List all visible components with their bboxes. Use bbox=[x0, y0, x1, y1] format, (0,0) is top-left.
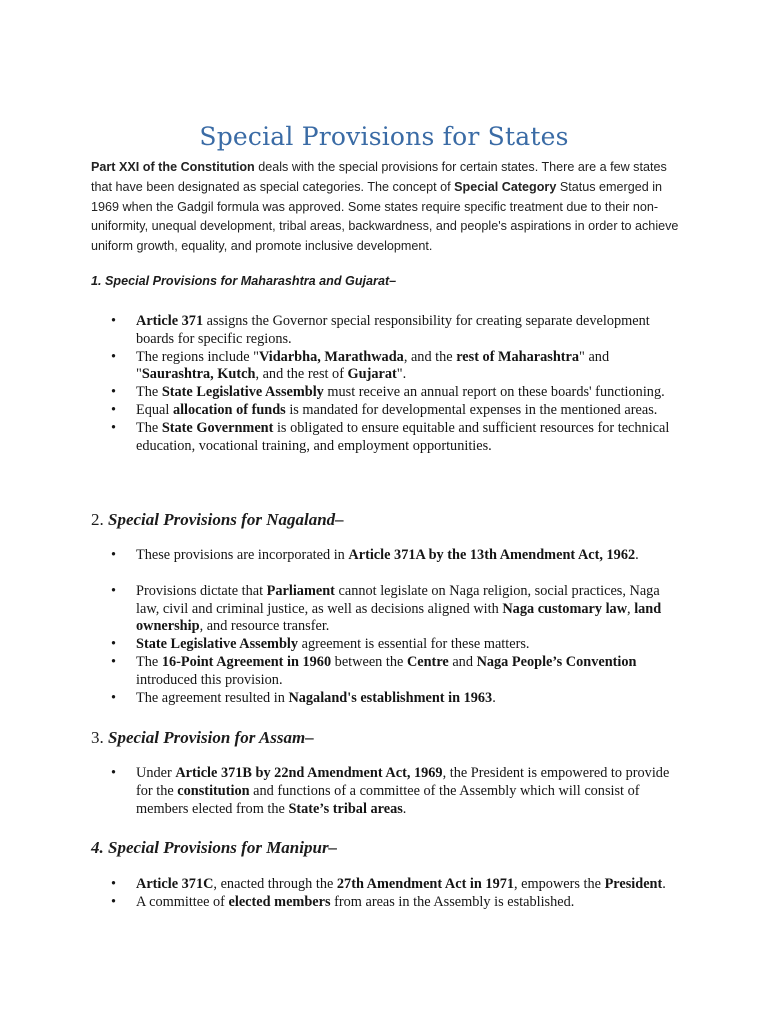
section-2-heading bbox=[91, 510, 344, 530]
section-number: 2. bbox=[91, 510, 104, 529]
bold-text: Centre bbox=[406, 653, 449, 670]
intro-part-xxi: Part XXI of the Constitution bbox=[91, 160, 255, 174]
text: from areas in the Assembly is established. bbox=[330, 893, 575, 910]
section-3-heading bbox=[91, 728, 314, 748]
text: The regions include " bbox=[136, 348, 259, 365]
bold-text: rest of Maharashtra bbox=[456, 348, 580, 365]
text: must receive an annual report on these boards' functioning. bbox=[323, 384, 665, 401]
list-item bbox=[0, 583, 680, 636]
text: " and " bbox=[136, 348, 610, 383]
bold-text: Article 371C bbox=[136, 876, 214, 892]
text: . bbox=[402, 800, 407, 817]
text: Provisions dictate that bbox=[136, 582, 267, 599]
list-item bbox=[0, 654, 680, 690]
text: . bbox=[662, 876, 666, 892]
text: The agreement resulted in bbox=[136, 689, 289, 706]
text: These provisions are incorporated in bbox=[136, 547, 349, 563]
text: , empowers the bbox=[514, 876, 605, 892]
intro-paragraph bbox=[91, 158, 681, 257]
section-1-list bbox=[0, 313, 680, 455]
section-4-heading: 4. Special Provisions for Manipur– bbox=[91, 838, 338, 857]
bold-text: constitution bbox=[177, 782, 250, 799]
text: cannot legislate on Naga religion, social practices, Naga law, civil and criminal justice, as well as decisions aligned with bbox=[136, 582, 660, 617]
bold-text: 27th Amendment Act in 1971 bbox=[336, 876, 515, 892]
list-item bbox=[0, 894, 680, 912]
bold-text: State Government bbox=[161, 419, 274, 436]
bold-text: Vidarbha, Marathwada bbox=[258, 348, 404, 365]
bold-text: State Legislative Assembly bbox=[161, 384, 324, 401]
text: Equal bbox=[136, 401, 173, 418]
intro-text-2: Status emerged in 1969 when the Gadgil formula was approved. Some states require specific treatment due to their non-uniformity, unequal development, tribal areas, backwardness, and people's aspirations in order to achieve uniform growth, equality, and promote inclusive development. bbox=[91, 179, 679, 254]
text: , bbox=[627, 600, 635, 617]
bold-text: Nagaland's establishment in 1963 bbox=[288, 689, 493, 706]
intro-special-category: Special Category bbox=[454, 179, 557, 194]
text: A committee of bbox=[136, 893, 229, 910]
text: The bbox=[136, 384, 162, 401]
section-4-list bbox=[0, 876, 680, 912]
text: The bbox=[136, 419, 162, 436]
intro-text-1: deals with the special provisions for certain states. There are a few states that have been designated as special categories. The concept of bbox=[91, 160, 667, 194]
text: Under bbox=[136, 765, 176, 781]
text: and functions of a committee of the Assembly which will consist of members elected from the bbox=[136, 782, 640, 817]
text: , and the bbox=[403, 348, 457, 365]
list-item bbox=[0, 547, 680, 565]
list-item bbox=[0, 876, 680, 894]
list-item bbox=[0, 313, 680, 349]
bold-text: Naga customary law bbox=[502, 600, 628, 617]
section-title: Special Provisions for Nagaland– bbox=[103, 510, 344, 529]
bold-text: Gujarat bbox=[347, 366, 397, 383]
page-title: Special Provisions for States bbox=[199, 122, 569, 151]
text: introduced this provision. bbox=[136, 671, 283, 688]
bold-text: land ownership bbox=[136, 600, 662, 635]
text: , the President is empowered to provide for the bbox=[136, 765, 670, 799]
bold-text: Article 371 bbox=[136, 313, 204, 329]
text: is obligated to ensure equitable and sufficient resources for technical education, vocational training, and employment opportunities. bbox=[136, 419, 670, 454]
text: assigns the Governor special responsibility for creating separate development boards for specific regions. bbox=[136, 313, 650, 347]
bold-text: 16-Point Agreement in 1960 bbox=[161, 653, 332, 670]
text: ". bbox=[396, 366, 407, 383]
text: . bbox=[635, 547, 639, 563]
section-title: Special Provision for Assam– bbox=[103, 728, 314, 747]
list-item bbox=[0, 402, 680, 420]
bold-text: Parliament bbox=[266, 582, 335, 599]
bold-text: allocation of funds bbox=[172, 401, 286, 418]
bold-text: President bbox=[604, 876, 663, 892]
section-number: 3. bbox=[91, 728, 104, 747]
text: The bbox=[136, 653, 162, 670]
bold-text: Article 371A by the 13th Amendment Act, 1962 bbox=[348, 547, 636, 563]
bold-text: Article 371B by 22nd Amendment Act, 1969 bbox=[175, 765, 443, 781]
text: agreement is essential for these matters. bbox=[298, 636, 530, 653]
list-item bbox=[0, 384, 680, 402]
section-1-heading: 1. Special Provisions for Maharashtra and Gujarat– bbox=[91, 274, 397, 288]
text: , and the rest of bbox=[255, 366, 348, 383]
text: is mandated for developmental expenses in the mentioned areas. bbox=[285, 401, 658, 418]
text: and bbox=[448, 653, 477, 670]
section-3-list bbox=[0, 765, 680, 818]
bold-text: Saurashtra, Kutch bbox=[141, 366, 256, 383]
text: , and resource transfer. bbox=[199, 618, 330, 635]
text: , enacted through the bbox=[213, 876, 337, 892]
list-item bbox=[0, 420, 680, 456]
bold-text: elected members bbox=[228, 893, 331, 910]
list-item bbox=[0, 765, 680, 818]
list-item bbox=[0, 349, 680, 385]
text: . bbox=[492, 689, 496, 706]
section-2-list bbox=[0, 547, 680, 707]
list-item bbox=[0, 690, 680, 708]
bold-text: State’s tribal areas bbox=[288, 800, 403, 817]
bold-text: State Legislative Assembly bbox=[136, 636, 299, 653]
text: between the bbox=[331, 653, 407, 670]
list-item bbox=[0, 636, 680, 654]
bold-text: Naga People’s Convention bbox=[476, 653, 637, 670]
